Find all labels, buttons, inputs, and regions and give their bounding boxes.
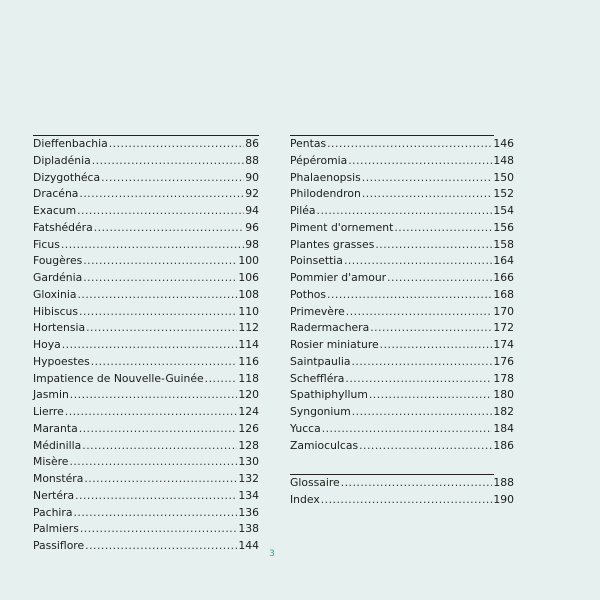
toc-entry-title: Hoya bbox=[33, 338, 61, 351]
toc-entry-title: Palmiers bbox=[33, 522, 79, 536]
toc-leader-dots bbox=[79, 304, 237, 321]
toc-left-column bbox=[33, 135, 259, 555]
toc-entry-page: 176 bbox=[493, 354, 514, 368]
toc-entry-page: 190 bbox=[493, 493, 514, 506]
toc-entry bbox=[33, 270, 259, 287]
toc-entry-title: Passiflore bbox=[33, 539, 85, 552]
toc-entry-page: 156 bbox=[493, 220, 514, 234]
toc-leader-dots bbox=[78, 287, 238, 304]
toc-entry-title: Dizygothéca bbox=[33, 170, 101, 184]
toc-entry bbox=[290, 337, 514, 354]
toc-entry bbox=[290, 186, 514, 203]
toc-leader-dots bbox=[362, 170, 493, 187]
toc-entry-page: 144 bbox=[238, 539, 259, 552]
toc-leader-dots bbox=[348, 153, 492, 170]
toc-list-right bbox=[290, 136, 514, 454]
toc-leader-dots bbox=[65, 404, 238, 421]
toc-entry-title: Rosier miniature bbox=[290, 338, 379, 351]
toc-entry-title: Syngonium bbox=[290, 405, 351, 418]
toc-entry-title: Pachira bbox=[33, 505, 73, 519]
toc-entry-page: 86 bbox=[245, 137, 259, 150]
toc-entry-page: 118 bbox=[238, 371, 259, 385]
toc-leader-dots bbox=[321, 492, 493, 509]
toc-entry bbox=[290, 354, 514, 371]
toc-entry bbox=[33, 337, 259, 354]
toc-entry-title: Nertéra bbox=[33, 488, 75, 502]
toc-leader-dots bbox=[80, 521, 238, 538]
toc-entry bbox=[290, 304, 514, 321]
toc-entry-page: 116 bbox=[238, 354, 259, 368]
toc-leader-dots bbox=[369, 387, 493, 404]
toc-entry bbox=[33, 220, 259, 237]
toc-entry-title: Impatience de Nouvelle-Guinée bbox=[33, 371, 204, 385]
toc-entry-page: 154 bbox=[493, 204, 514, 217]
toc-entry bbox=[290, 492, 514, 509]
toc-entry bbox=[33, 136, 259, 153]
toc-entry-title: Dracéna bbox=[33, 187, 79, 201]
toc-entry bbox=[33, 253, 259, 270]
toc-entry bbox=[33, 387, 259, 404]
toc-leader-dots bbox=[341, 475, 493, 492]
toc-entry-title: Yucca bbox=[290, 421, 321, 435]
toc-entry-page: 94 bbox=[245, 204, 259, 217]
toc-entry bbox=[290, 475, 514, 492]
toc-entry-page: 98 bbox=[245, 237, 259, 251]
toc-entry bbox=[33, 153, 259, 170]
toc-list-left bbox=[33, 136, 259, 555]
toc-entry-page: 134 bbox=[238, 488, 259, 502]
toc-entry bbox=[33, 203, 259, 220]
toc-leader-dots bbox=[86, 320, 237, 337]
toc-entry bbox=[33, 471, 259, 488]
toc-entry bbox=[290, 421, 514, 438]
toc-leader-dots bbox=[92, 153, 245, 170]
toc-entry-title: Hortensia bbox=[33, 321, 86, 335]
toc-leader-dots bbox=[346, 304, 493, 321]
toc-leader-dots bbox=[82, 438, 237, 455]
toc-entry-title: Index bbox=[290, 493, 320, 506]
toc-leader-dots bbox=[352, 404, 493, 421]
toc-entry bbox=[290, 253, 514, 270]
toc-entry bbox=[33, 454, 259, 471]
toc-entry-title: Hibiscus bbox=[33, 304, 79, 318]
toc-entry-page: 152 bbox=[493, 187, 514, 201]
toc-entry bbox=[33, 320, 259, 337]
toc-entry-title: Poinsettia bbox=[290, 254, 343, 268]
toc-entry-page: 100 bbox=[238, 254, 259, 268]
toc-entry-page: 174 bbox=[493, 338, 514, 351]
toc-entry-page: 106 bbox=[238, 271, 259, 284]
toc-leader-dots bbox=[375, 237, 492, 254]
toc-entry bbox=[33, 304, 259, 321]
toc-entry-page: 132 bbox=[238, 472, 259, 485]
toc-entry bbox=[290, 220, 514, 237]
toc-leader-dots bbox=[79, 186, 244, 203]
toc-entry-title: Médinilla bbox=[33, 438, 82, 452]
toc-entry-title: Monstéra bbox=[33, 472, 84, 485]
toc-entry bbox=[33, 488, 259, 505]
toc-entry bbox=[33, 170, 259, 187]
toc-entry-title: Scheffléra bbox=[290, 371, 345, 385]
toc-entry bbox=[290, 153, 514, 170]
toc-entry bbox=[290, 170, 514, 187]
toc-entry bbox=[290, 270, 514, 287]
toc-entry-page: 90 bbox=[245, 170, 259, 184]
toc-entry bbox=[33, 438, 259, 455]
toc-entry-title: Hypoestes bbox=[33, 354, 90, 368]
toc-entry bbox=[33, 505, 259, 522]
toc-list-appendix bbox=[290, 475, 514, 509]
toc-leader-dots bbox=[322, 421, 493, 438]
toc-entry-title: Zamioculcas bbox=[290, 438, 359, 452]
page-number: 3 bbox=[269, 549, 275, 559]
toc-entry-page: 184 bbox=[493, 421, 514, 435]
toc-entry-page: 168 bbox=[493, 287, 514, 301]
toc-entry-page: 170 bbox=[493, 304, 514, 318]
toc-entry-title: Ficus bbox=[33, 237, 60, 251]
toc-leader-dots bbox=[345, 371, 492, 388]
toc-entry-page: 114 bbox=[238, 338, 259, 351]
toc-leader-dots bbox=[79, 421, 238, 438]
toc-entry bbox=[290, 203, 514, 220]
toc-right-column bbox=[290, 135, 514, 509]
toc-leader-dots bbox=[84, 471, 237, 488]
toc-entry-title: Plantes grasses bbox=[290, 237, 375, 251]
toc-entry-page: 136 bbox=[238, 505, 259, 519]
toc-leader-dots bbox=[62, 337, 238, 354]
toc-entry-title: Saintpaulia bbox=[290, 354, 351, 368]
toc-entry bbox=[290, 387, 514, 404]
toc-entry-title: Dipladénia bbox=[33, 153, 91, 167]
toc-leader-dots bbox=[109, 136, 245, 153]
toc-entry-page: 108 bbox=[238, 287, 259, 301]
toc-entry-page: 88 bbox=[245, 153, 259, 167]
toc-leader-dots bbox=[205, 371, 238, 388]
toc-entry bbox=[290, 404, 514, 421]
toc-entry-title: Misère bbox=[33, 455, 69, 469]
toc-entry-page: 172 bbox=[493, 321, 514, 335]
toc-entry-page: 182 bbox=[493, 405, 514, 418]
toc-entry-title: Pommier d'amour bbox=[290, 271, 387, 284]
toc-entry-title: Piléa bbox=[290, 204, 316, 217]
toc-leader-dots bbox=[73, 505, 237, 522]
toc-entry-title: Jasmin bbox=[33, 388, 69, 402]
toc-entry-title: Pentas bbox=[290, 137, 327, 150]
toc-leader-dots bbox=[75, 488, 237, 505]
toc-entry bbox=[290, 320, 514, 337]
toc-entry-title: Pothos bbox=[290, 287, 327, 301]
toc-entry-title: Radermachera bbox=[290, 321, 370, 335]
toc-entry-title: Philodendron bbox=[290, 187, 361, 201]
toc-entry-page: 180 bbox=[493, 388, 514, 402]
toc-entry bbox=[290, 237, 514, 254]
toc-entry-page: 178 bbox=[493, 371, 514, 385]
toc-entry-page: 138 bbox=[238, 522, 259, 536]
toc-entry bbox=[33, 186, 259, 203]
toc-entry-title: Glossaire bbox=[290, 476, 340, 490]
toc-entry-title: Exacum bbox=[33, 204, 77, 217]
toc-leader-dots bbox=[387, 270, 492, 287]
toc-entry-page: 148 bbox=[493, 153, 514, 167]
toc-entry-title: Fougères bbox=[33, 254, 83, 268]
toc-leader-dots bbox=[70, 387, 238, 404]
toc-leader-dots bbox=[61, 237, 244, 254]
toc-entry-page: 120 bbox=[238, 388, 259, 402]
toc-entry-title: Piment d'ornement bbox=[290, 220, 394, 234]
toc-leader-dots bbox=[362, 186, 493, 203]
toc-entry-page: 112 bbox=[238, 321, 259, 335]
toc-entry bbox=[290, 136, 514, 153]
toc-entry-page: 92 bbox=[245, 187, 259, 201]
toc-leader-dots bbox=[327, 136, 492, 153]
toc-entry-title: Maranta bbox=[33, 421, 78, 435]
toc-entry bbox=[33, 287, 259, 304]
toc-entry bbox=[33, 354, 259, 371]
toc-leader-dots bbox=[370, 320, 492, 337]
section-gap bbox=[290, 454, 514, 474]
toc-entry-page: 164 bbox=[493, 254, 514, 268]
toc-entry-page: 110 bbox=[238, 304, 259, 318]
toc-entry-title: Gloxinia bbox=[33, 287, 77, 301]
toc-entry bbox=[290, 287, 514, 304]
toc-leader-dots bbox=[83, 253, 237, 270]
toc-entry bbox=[290, 438, 514, 455]
toc-entry bbox=[33, 237, 259, 254]
toc-leader-dots bbox=[94, 220, 245, 237]
toc-leader-dots bbox=[344, 253, 492, 270]
toc-leader-dots bbox=[359, 438, 492, 455]
toc-entry bbox=[33, 371, 259, 388]
toc-entry-page: 124 bbox=[238, 405, 259, 418]
toc-entry-title: Primevère bbox=[290, 304, 345, 318]
toc-entry-page: 186 bbox=[493, 438, 514, 452]
toc-entry-title: Spathiphyllum bbox=[290, 388, 368, 402]
toc-leader-dots bbox=[91, 354, 238, 371]
toc-entry-page: 158 bbox=[493, 237, 514, 251]
toc-entry-title: Pépéromia bbox=[290, 153, 348, 167]
toc-entry-page: 128 bbox=[238, 438, 259, 452]
toc-entry-page: 96 bbox=[245, 220, 259, 234]
toc-leader-dots bbox=[101, 170, 244, 187]
toc-leader-dots bbox=[351, 354, 492, 371]
toc-entry bbox=[290, 371, 514, 388]
toc-entry-page: 146 bbox=[493, 137, 514, 150]
toc-entry-page: 130 bbox=[238, 455, 259, 469]
toc-entry-page: 166 bbox=[493, 271, 514, 284]
toc-entry-title: Phalaenopsis bbox=[290, 170, 361, 184]
toc-leader-dots bbox=[317, 203, 493, 220]
toc-entry-page: 188 bbox=[493, 476, 514, 490]
toc-entry bbox=[33, 421, 259, 438]
toc-entry-title: Gardénia bbox=[33, 271, 83, 284]
toc-entry-title: Lierre bbox=[33, 405, 64, 418]
toc-entry-title: Fatshédéra bbox=[33, 220, 93, 234]
toc-entry bbox=[33, 404, 259, 421]
toc-leader-dots bbox=[394, 220, 492, 237]
toc-leader-dots bbox=[77, 203, 244, 220]
toc-leader-dots bbox=[69, 454, 237, 471]
toc-leader-dots bbox=[327, 287, 492, 304]
toc-entry-page: 126 bbox=[238, 421, 259, 435]
toc-entry-title: Dieffenbachia bbox=[33, 137, 108, 150]
toc-entry bbox=[33, 521, 259, 538]
toc-entry-page: 150 bbox=[493, 170, 514, 184]
toc-leader-dots bbox=[83, 270, 237, 287]
toc-leader-dots bbox=[380, 337, 493, 354]
